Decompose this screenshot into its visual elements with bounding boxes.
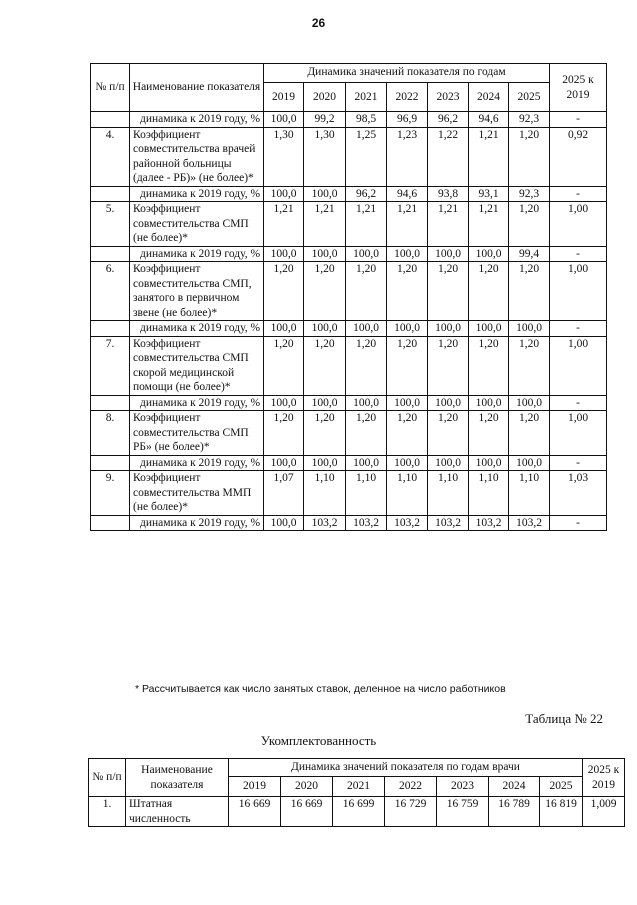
table-title: Укомплектованность — [260, 733, 377, 748]
ratio-cell: 1,03 — [550, 471, 607, 516]
indicator-name: динамика к 2019 году, % — [130, 515, 264, 531]
value-cell: 99,2 — [304, 112, 346, 128]
value-cell: 100,0 — [469, 395, 509, 411]
row-number — [91, 186, 130, 202]
value-cell: 100,0 — [469, 246, 509, 262]
indicator-name: Штатная численность — [126, 797, 229, 827]
value-cell: 100,0 — [264, 321, 304, 337]
value-cell: 103,2 — [304, 515, 346, 531]
value-cell: 1,20 — [387, 262, 428, 321]
value-cell: 100,0 — [428, 455, 469, 471]
value-cell: 100,0 — [469, 321, 509, 337]
value-cell: 16 729 — [385, 797, 437, 827]
main-table-row — [91, 262, 607, 321]
header-num: № п/п — [91, 64, 130, 112]
value-cell: 100,0 — [304, 246, 346, 262]
value-cell: 100,0 — [346, 321, 387, 337]
value-cell: 1,10 — [387, 471, 428, 516]
value-cell: 1,30 — [264, 127, 304, 186]
t22-year-header: 2020 — [281, 777, 333, 797]
value-cell: 1,20 — [304, 411, 346, 456]
value-cell: 1,20 — [509, 202, 550, 247]
value-cell: 1,20 — [509, 336, 550, 395]
main-table-row — [91, 321, 607, 337]
ratio-cell: - — [550, 246, 607, 262]
indicator-name: Коэффициент совместительства ММП (не более)* — [130, 471, 264, 516]
header-dynamics: Динамика значений показателя по годам — [264, 64, 550, 83]
value-cell: 100,0 — [387, 395, 428, 411]
row-number — [91, 246, 130, 262]
main-year-header: 2024 — [469, 83, 509, 112]
row-number: 9. — [91, 471, 130, 516]
indicator-name: Коэффициент совместительства СМП (не более)* — [130, 202, 264, 247]
ratio-cell: - — [550, 186, 607, 202]
value-cell: 99,4 — [509, 246, 550, 262]
ratio-cell: - — [550, 455, 607, 471]
value-cell: 96,9 — [387, 112, 428, 128]
value-cell: 93,8 — [428, 186, 469, 202]
value-cell: 100,0 — [509, 455, 550, 471]
value-cell: 1,20 — [469, 411, 509, 456]
main-year-header: 2020 — [304, 83, 346, 112]
value-cell: 100,0 — [264, 455, 304, 471]
row-number — [91, 321, 130, 337]
main-table-row — [91, 127, 607, 186]
indicator-name: Коэффициент совместительства СМП, занятого в первичном звене (не более)* — [130, 262, 264, 321]
value-cell: 100,0 — [346, 395, 387, 411]
value-cell: 100,0 — [387, 246, 428, 262]
value-cell: 100,0 — [509, 321, 550, 337]
value-cell: 1,10 — [304, 471, 346, 516]
value-cell: 1,23 — [387, 127, 428, 186]
indicator-name: динамика к 2019 году, % — [130, 395, 264, 411]
value-cell: 100,0 — [304, 186, 346, 202]
indicator-name: Коэффициент совместительства врачей районной больницы (далее - РБ)» (не более)* — [130, 127, 264, 186]
ratio-cell: - — [550, 112, 607, 128]
indicator-name: динамика к 2019 году, % — [130, 246, 264, 262]
ratio-cell: 1,00 — [550, 202, 607, 247]
t22-year-header: 2023 — [437, 777, 489, 797]
value-cell: 16 759 — [437, 797, 489, 827]
value-cell: 94,6 — [469, 112, 509, 128]
value-cell: 100,0 — [264, 246, 304, 262]
value-cell: 94,6 — [387, 186, 428, 202]
value-cell: 1,20 — [469, 336, 509, 395]
value-cell: 103,2 — [469, 515, 509, 531]
main-year-header: 2022 — [387, 83, 428, 112]
t22-year-header: 2024 — [489, 777, 540, 797]
main-table-row — [91, 112, 607, 128]
main-table-row — [91, 246, 607, 262]
value-cell: 1,21 — [264, 202, 304, 247]
value-cell: 96,2 — [346, 186, 387, 202]
value-cell: 1,20 — [346, 411, 387, 456]
row-number — [91, 515, 130, 531]
indicator-name: динамика к 2019 году, % — [130, 321, 264, 337]
value-cell: 92,3 — [509, 186, 550, 202]
value-cell: 1,21 — [428, 202, 469, 247]
value-cell: 1,21 — [304, 202, 346, 247]
ratio-cell: 1,00 — [550, 336, 607, 395]
value-cell: 1,10 — [469, 471, 509, 516]
value-cell: 16 789 — [489, 797, 540, 827]
value-cell: 1,20 — [428, 262, 469, 321]
indicator-name: динамика к 2019 году, % — [130, 186, 264, 202]
staffing-table — [88, 758, 625, 827]
value-cell: 1,20 — [509, 411, 550, 456]
value-cell: 100,0 — [509, 395, 550, 411]
row-number: 6. — [91, 262, 130, 321]
ratio-cell: 1,009 — [583, 797, 625, 827]
row-number — [91, 455, 130, 471]
value-cell: 98,5 — [346, 112, 387, 128]
t22-table-row — [89, 797, 625, 827]
ratio-cell: - — [550, 395, 607, 411]
value-cell: 1,30 — [304, 127, 346, 186]
value-cell: 1,20 — [264, 411, 304, 456]
main-year-header: 2019 — [264, 83, 304, 112]
main-table-row — [91, 471, 607, 516]
ratio-cell: - — [550, 515, 607, 531]
indicator-table — [90, 63, 607, 531]
row-number: 8. — [91, 411, 130, 456]
row-number — [91, 395, 130, 411]
row-number: 1. — [89, 797, 126, 827]
ratio-cell: - — [550, 321, 607, 337]
t22-year-header: 2021 — [333, 777, 385, 797]
indicator-name: Коэффициент совместительства СМП скорой медицинской помощи (не более)* — [130, 336, 264, 395]
indicator-name: динамика к 2019 году, % — [130, 112, 264, 128]
t22-year-header: 2025 — [540, 777, 583, 797]
value-cell: 1,20 — [469, 262, 509, 321]
header-last: 2025 к 2019 — [550, 64, 607, 112]
value-cell: 1,21 — [387, 202, 428, 247]
value-cell: 93,1 — [469, 186, 509, 202]
row-number: 4. — [91, 127, 130, 186]
value-cell: 1,20 — [346, 262, 387, 321]
value-cell: 1,20 — [264, 336, 304, 395]
ratio-cell: 1,00 — [550, 262, 607, 321]
value-cell: 16 819 — [540, 797, 583, 827]
value-cell: 1,21 — [469, 202, 509, 247]
t22-year-header: 2022 — [385, 777, 437, 797]
ratio-cell: 1,00 — [550, 411, 607, 456]
t22-header-dynamics: Динамика значений показателя по годам врачи — [229, 759, 583, 777]
value-cell: 103,2 — [346, 515, 387, 531]
t22-header-name: Наименование показателя — [126, 759, 229, 797]
value-cell: 1,20 — [428, 336, 469, 395]
value-cell: 100,0 — [304, 321, 346, 337]
value-cell: 100,0 — [387, 321, 428, 337]
value-cell: 1,22 — [428, 127, 469, 186]
value-cell: 100,0 — [304, 455, 346, 471]
footnote: * Рассчитывается как число занятых ставок, деленное на число работников — [135, 683, 506, 695]
row-number: 5. — [91, 202, 130, 247]
row-number: 7. — [91, 336, 130, 395]
value-cell: 100,0 — [387, 455, 428, 471]
value-cell: 1,20 — [304, 336, 346, 395]
value-cell: 1,10 — [509, 471, 550, 516]
main-table-row — [91, 395, 607, 411]
value-cell: 96,2 — [428, 112, 469, 128]
value-cell: 1,10 — [428, 471, 469, 516]
value-cell: 1,20 — [509, 127, 550, 186]
value-cell: 103,2 — [509, 515, 550, 531]
main-table-row — [91, 515, 607, 531]
main-table-row — [91, 455, 607, 471]
value-cell: 100,0 — [469, 455, 509, 471]
value-cell: 1,25 — [346, 127, 387, 186]
main-year-header: 2021 — [346, 83, 387, 112]
value-cell: 92,3 — [509, 112, 550, 128]
indicator-name: Коэффициент совместительства СМП РБ» (не более)* — [130, 411, 264, 456]
t22-header-num: № п/п — [89, 759, 126, 797]
main-table-row — [91, 202, 607, 247]
indicator-name: динамика к 2019 году, % — [130, 455, 264, 471]
value-cell: 1,10 — [346, 471, 387, 516]
value-cell: 1,20 — [428, 411, 469, 456]
value-cell: 1,20 — [387, 411, 428, 456]
value-cell: 1,20 — [346, 336, 387, 395]
table-label: Таблица № 22 — [525, 711, 603, 726]
value-cell: 1,07 — [264, 471, 304, 516]
value-cell: 103,2 — [387, 515, 428, 531]
value-cell: 1,20 — [509, 262, 550, 321]
value-cell: 100,0 — [264, 515, 304, 531]
main-table-row — [91, 186, 607, 202]
value-cell: 1,21 — [469, 127, 509, 186]
value-cell: 1,20 — [387, 336, 428, 395]
value-cell: 100,0 — [304, 395, 346, 411]
page-number: 26 — [311, 16, 326, 30]
value-cell: 100,0 — [428, 395, 469, 411]
value-cell: 1,21 — [346, 202, 387, 247]
ratio-cell: 0,92 — [550, 127, 607, 186]
t22-header-last: 2025 к 2019 — [583, 759, 625, 797]
value-cell: 100,0 — [264, 186, 304, 202]
value-cell: 1,20 — [304, 262, 346, 321]
value-cell: 100,0 — [428, 246, 469, 262]
main-table-row — [91, 336, 607, 395]
main-year-header: 2025 — [509, 83, 550, 112]
value-cell: 16 669 — [281, 797, 333, 827]
header-name: Наименование показателя — [130, 64, 264, 112]
value-cell: 16 669 — [229, 797, 281, 827]
value-cell: 100,0 — [428, 321, 469, 337]
value-cell: 103,2 — [428, 515, 469, 531]
value-cell: 100,0 — [346, 455, 387, 471]
value-cell: 1,20 — [264, 262, 304, 321]
main-year-header: 2023 — [428, 83, 469, 112]
value-cell: 16 699 — [333, 797, 385, 827]
value-cell: 100,0 — [264, 112, 304, 128]
main-table-row — [91, 411, 607, 456]
value-cell: 100,0 — [264, 395, 304, 411]
t22-year-header: 2019 — [229, 777, 281, 797]
row-number — [91, 112, 130, 128]
value-cell: 100,0 — [346, 246, 387, 262]
